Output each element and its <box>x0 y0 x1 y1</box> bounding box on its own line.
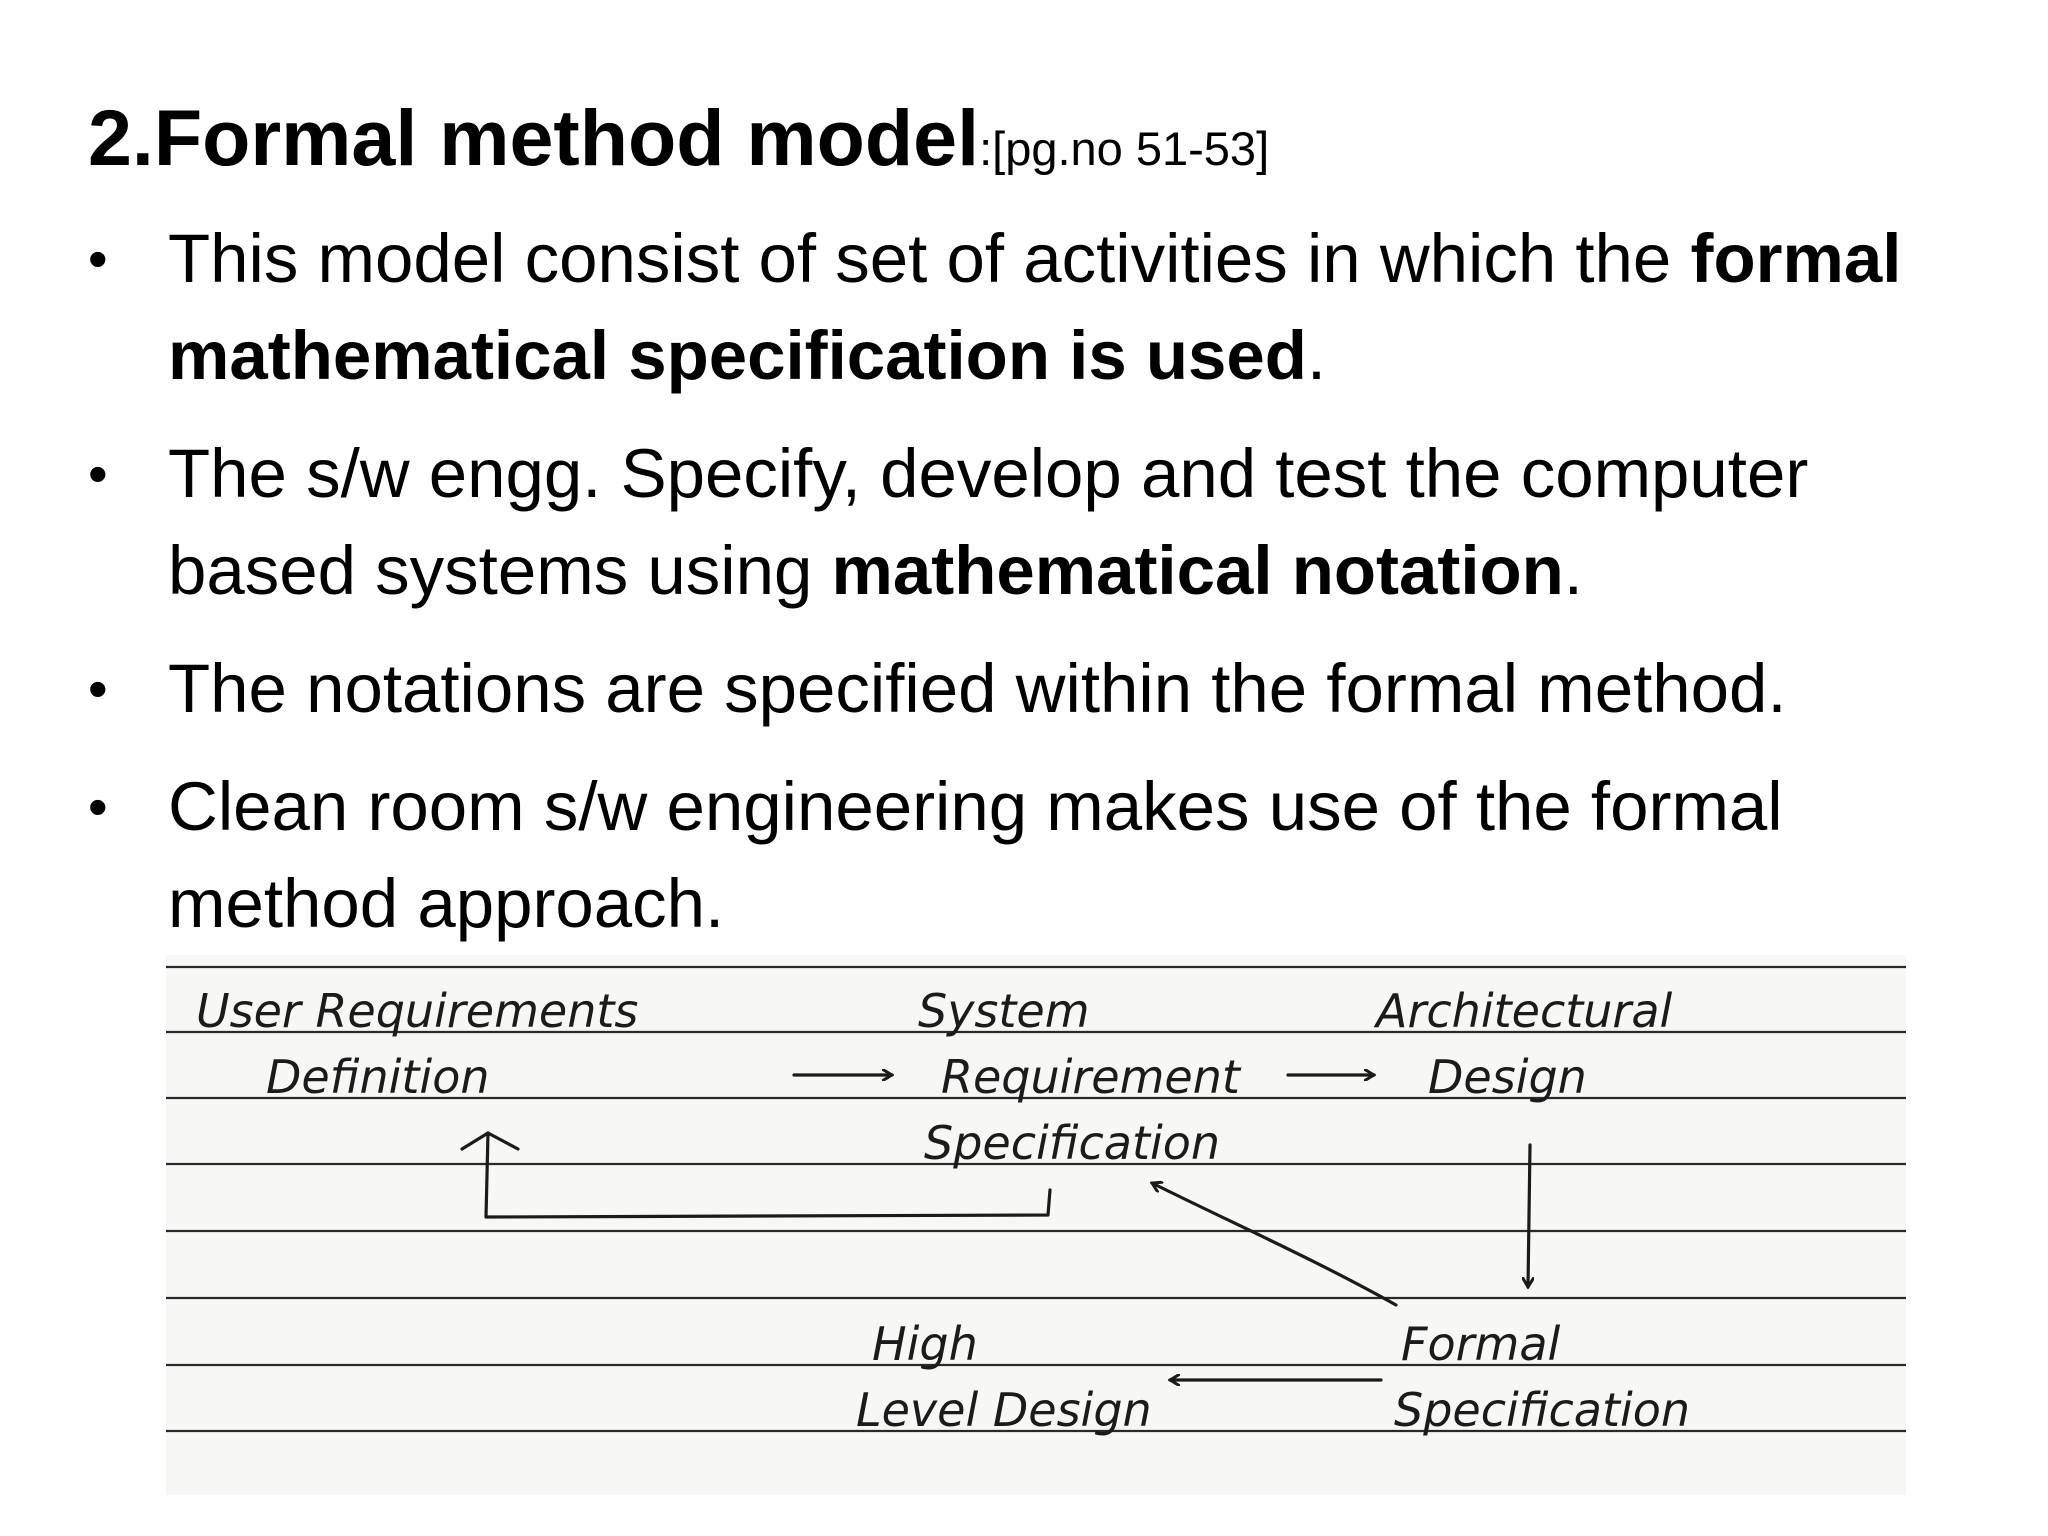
system-requirement-label-line1: System <box>918 984 1090 1038</box>
architectural-design-label-line2: Design <box>1428 1050 1587 1104</box>
bullet-bold-text: mathematical notation <box>831 532 1564 609</box>
bullet-list <box>88 210 1988 973</box>
bullet-dot-icon: • <box>88 227 108 290</box>
architectural-design-label-line1: Architectural <box>1376 984 1673 1038</box>
arrow-back-to-system-requirement-icon <box>1152 1183 1396 1305</box>
bullet-text: This model consist of set of activities in which the <box>168 220 1691 297</box>
arrowhead-up-to-user-requirements-icon <box>462 1133 518 1149</box>
handwritten-diagram <box>166 955 1906 1495</box>
diagram-svg <box>166 955 1906 1495</box>
bullet-item <box>88 425 1988 619</box>
title-main: 2.Formal method model <box>88 93 980 182</box>
bullet-item <box>88 640 1988 737</box>
user-requirements-label-line2: Definition <box>266 1050 490 1104</box>
system-requirement-label-line3: Specification <box>924 1116 1221 1170</box>
bullet-dot-icon: • <box>88 442 108 505</box>
bullet-dot-icon: • <box>88 657 108 720</box>
arrow-down-to-formal-specification-icon <box>1528 1145 1530 1287</box>
high-level-design-label-line2: Level Design <box>856 1383 1152 1437</box>
bullet-text: The notations are specified within the formal method. <box>168 650 1787 727</box>
bullet-bold-text: formal mathematical specification is used <box>168 220 1902 394</box>
slide-title <box>88 88 1269 199</box>
user-requirements-label-line1: User Requirements <box>196 984 639 1038</box>
bullet-item <box>88 758 1988 952</box>
high-level-design-label-line1: High <box>872 1317 978 1371</box>
bullet-dot-icon: • <box>88 775 108 838</box>
bullet-text: Clean room s/w engineering makes use of the formal method approach. <box>168 768 1783 942</box>
bullet-item <box>88 210 1988 404</box>
bullet-text-end: . <box>1563 532 1583 609</box>
formal-specification-label-line2: Specification <box>1394 1383 1691 1437</box>
system-requirement-label-line2: Requirement <box>941 1050 1240 1104</box>
bullet-text: The s/w engg. Specify, develop and test the computer based systems using <box>168 435 1809 609</box>
formal-specification-label-line1: Formal <box>1401 1317 1561 1371</box>
title-page-reference: :[pg.no 51-53] <box>979 122 1270 175</box>
bullet-text-end: . <box>1306 317 1327 394</box>
